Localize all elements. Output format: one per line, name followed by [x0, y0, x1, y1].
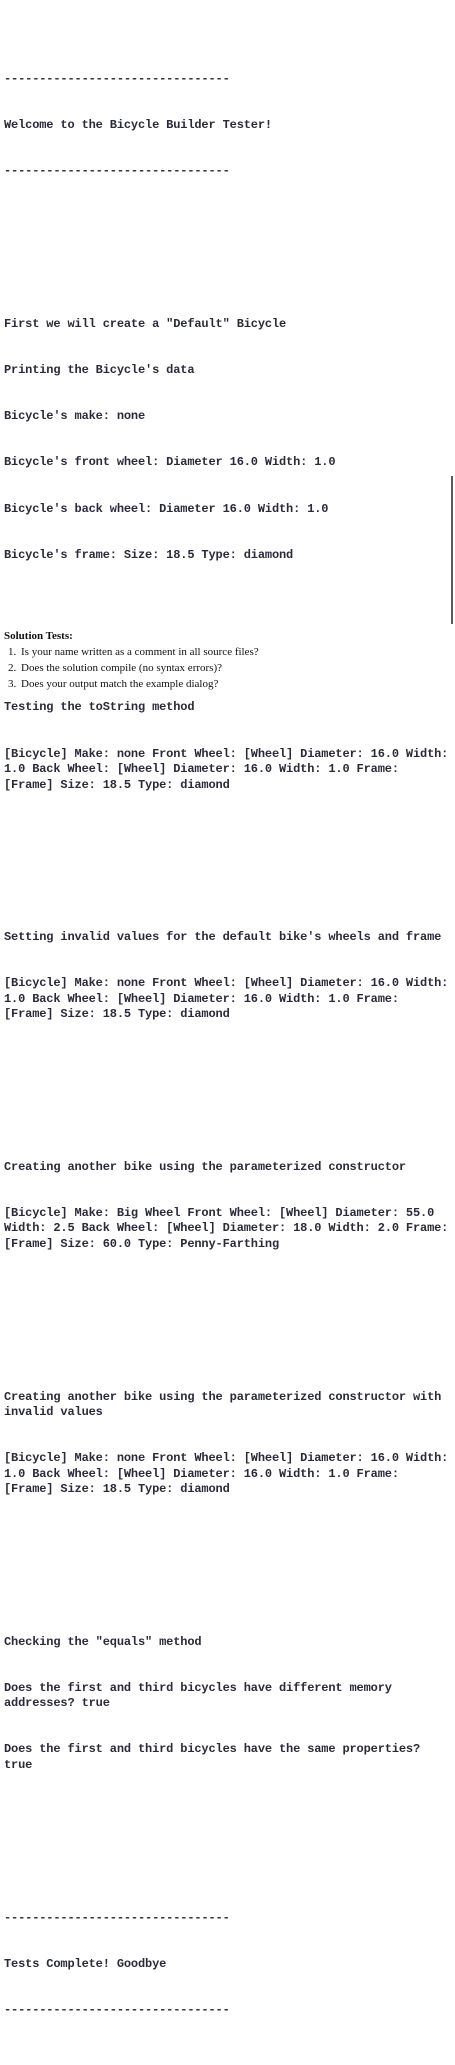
output-line: [Bicycle] Make: none Front Wheel: [Wheel] Diameter: 16.0 Width: 1.0 Back Wheel: [Wheel] Diameter: 16.0 Width: 1.0 Frame: [Frame] Size: 18.5 Type: diamond: [4, 976, 455, 1022]
output-line: Bicycle's frame: Size: 18.5 Type: diamond: [4, 547, 294, 562]
blank-gap: [4, 1084, 450, 1098]
parameterized-block: [4, 1129, 455, 1283]
output-line: Bicycle's back wheel: Diameter 16.0 Width: 1.0: [4, 501, 329, 516]
parameterized-invalid-block: [4, 1359, 455, 1528]
output-line: Creating another bike using the parameterized constructor: [4, 1159, 406, 1174]
separator-line: --------------------------------: [4, 2002, 230, 2017]
separator-line: --------------------------------: [4, 164, 230, 179]
output-line: Testing the toString method: [4, 700, 195, 715]
separator-line: --------------------------------: [4, 1910, 230, 1925]
solution-heading: Solution Tests:: [4, 630, 73, 642]
output-line: [Bicycle] Make: Big Wheel Front Wheel: [Wheel] Diameter: 55.0 Width: 2.5 Back Wheel: [Wheel] Diameter: 18.0 Width: 2.0 Frame: [Frame] Size: 60.0 Type: Penny-Farthing: [4, 1206, 455, 1251]
console-output: [4, 10, 455, 2065]
output-line: Does the first and third bicycles have the same properties? true: [4, 1742, 428, 1772]
tostring-block: [4, 670, 455, 824]
solution-list: [4, 644, 450, 692]
list-item: 3. Does your output match the example dialog?: [19, 676, 450, 692]
blank-gap: [4, 855, 450, 869]
output-line: Does the first and third bicycles have different memory addresses? true: [4, 1680, 399, 1711]
output-line: Setting invalid values for the default bike's wheels and frame: [4, 930, 442, 945]
header-block: [4, 41, 450, 210]
output-line: [Bicycle] Make: none Front Wheel: [Wheel] Diameter: 16.0 Width: 1.0 Back Wheel: [Wheel] Diameter: 16.0 Width: 1.0 Frame: [Frame] Size: 18.5 Type: diamond: [4, 1451, 455, 1496]
output-line: Creating another bike using the parameterized constructor with invalid values: [4, 1389, 449, 1419]
output-line: [Bicycle] Make: none Front Wheel: [Wheel] Diameter: 16.0 Width: 1.0 Back Wheel: [Wheel] Diameter: 16.0 Width: 1.0 Frame: [Frame] Size: 18.5 Type: diamond: [4, 746, 455, 792]
output-line: First we will create a "Default" Bicycle: [4, 316, 287, 331]
blank-gap: [4, 1559, 450, 1573]
blank-gap: [4, 1314, 450, 1328]
output-line: Checking the "equals" method: [4, 1634, 202, 1649]
output-line: Printing the Bicycle's data: [4, 362, 195, 377]
blank-gap: [4, 241, 450, 255]
equals-block: [4, 1604, 450, 1804]
welcome-line: Welcome to the Bicycle Builder Tester!: [4, 117, 272, 132]
output-line: Bicycle's front wheel: Diameter 16.0 Width: 1.0: [4, 455, 336, 470]
list-item: 2. Does the solution compile (no syntax errors)?: [19, 660, 450, 676]
goodbye-line: Tests Complete! Goodbye: [4, 1956, 167, 1971]
solution-tests: [4, 628, 450, 692]
separator-line: --------------------------------: [4, 71, 230, 86]
output-line: Bicycle's make: none: [4, 409, 146, 424]
invalid-values-block: [4, 899, 455, 1053]
scrollbar[interactable]: [451, 476, 453, 624]
blank-gap: [4, 1835, 450, 1849]
default-bicycle-block: [4, 286, 450, 594]
list-item: 1. Is your name written as a comment in all source files?: [19, 644, 450, 660]
footer-block: [4, 1880, 450, 2049]
